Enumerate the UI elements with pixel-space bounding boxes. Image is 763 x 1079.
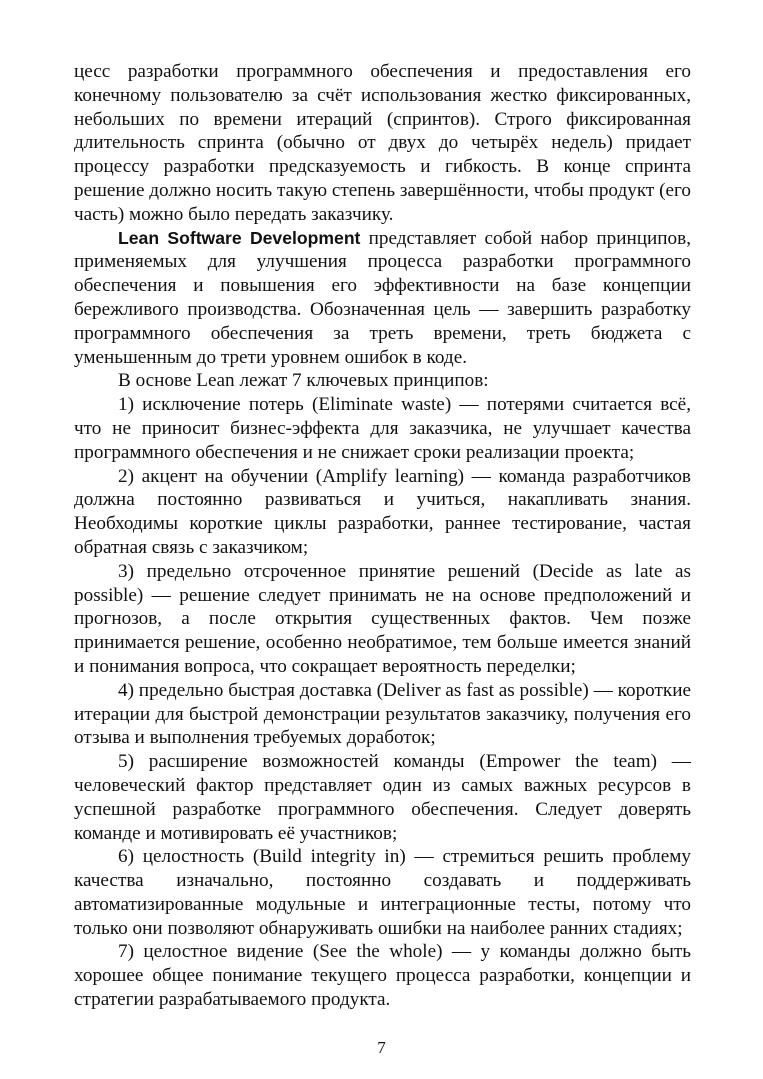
principle-4: 4) предельно быстрая доставка (Deliver as fast as possible) — короткие итерации для быстрой демонстрации результатов заказчику, получения его отзыва и выполнения требуемых доработок; [74, 679, 691, 749]
lean-term: Lean Software Development [118, 227, 361, 248]
lean-paragraph [74, 227, 691, 370]
principle-1: 1) исключение потерь (Eliminate waste) — потерями считается всё, что не приносит бизнес-эффекта для заказчика, не улучшает качества программного обеспечения и не снижает сроки реализации проекта; [74, 394, 691, 463]
principle-6: 6) целостность (Build integrity in) — стремиться решить проблему качества изначально, постоянно создавать и поддерживать автоматизированные модульные и интеграционные тесты, потому что только они позволяют обнаруживать ошибки на наиболее ранних стадиях; [74, 846, 691, 939]
principle-7: 7) целостное видение (See the whole) — у команды должно быть хорошее общее понимание текущего процесса разработки, концепции и стратегии разрабатываемого продукта. [74, 941, 691, 1011]
page-body [74, 60, 691, 1012]
principle-3: 3) предельно отсроченное принятие решений (Decide as late as possible) — решение следует принимать не на основе предположений и прогнозов, а после открытия существенных фактов. Чем позже принимается решение, особенно необратимое, тем больше имеется знаний и понимания вопроса, что сокращает вероятность переделки; [74, 560, 691, 677]
principle-5: 5) расширение возможностей команды (Empower the team) — человеческий фактор представляет один из самых важных ресурсов в успешной разработке программного обеспечения. Следует доверять команде и мотивировать её участников; [74, 751, 691, 844]
lean-description: представляет собой набор принципов, применяемых для улучшения процесса разработки программного обеспечения и повышения его эффективности на базе концепции бережливого производства. Обозначенная цель — завершить разработку программного обеспечения за треть времени, треть бюджета с уменьшенным до трети уровнем ошибок в коде. [74, 227, 691, 368]
intro-paragraph: цесс разработки программного обеспечения и предоставления его конечному пользователю за счёт использования жестко фиксированных, небольших по времени итераций (спринтов). Строго фиксированная длительность спринта (обычно от двух до четырёх недель) придает процессу разработки предсказуемость и гибкость. В конце спринта решение должно носить такую степень завершённости, чтобы продукт (его часть) можно было передать заказчику. [74, 61, 691, 225]
principle-2: 2) акцент на обучении (Amplify learning) — команда разработчиков должна постоянно развиваться и учиться, накапливать знания. Необходимы короткие циклы разработки, раннее тестирование, частая обратная связь с заказчиком; [74, 465, 691, 558]
page-number: 7 [377, 1038, 386, 1057]
principles-intro: В основе Lean лежат 7 ключевых принципов: [118, 370, 489, 392]
